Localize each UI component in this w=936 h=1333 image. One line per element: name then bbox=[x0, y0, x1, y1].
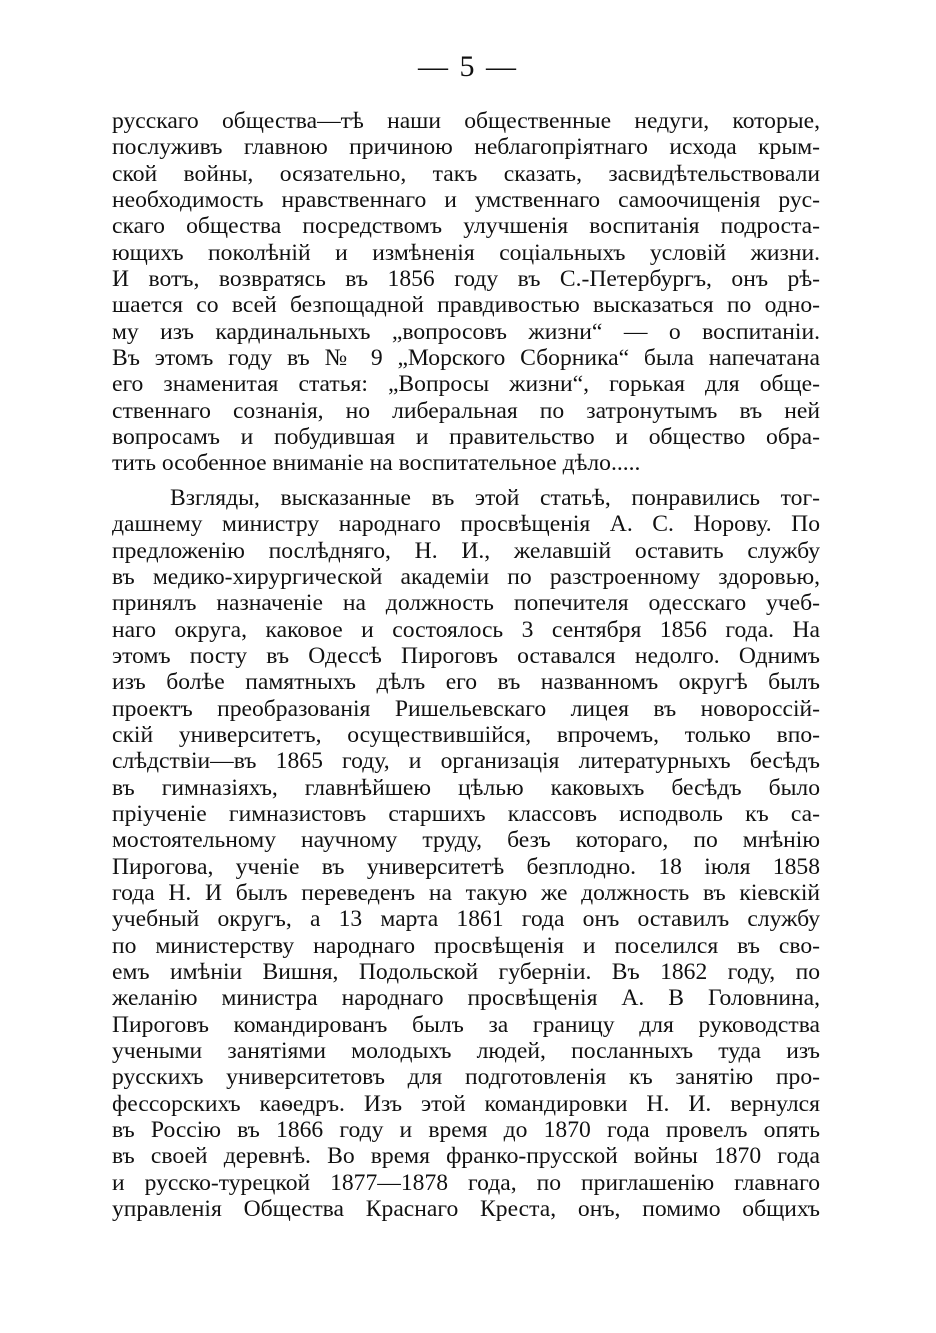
text-line: наго округа, каковое и состоялось 3 сентября 1856 года. На bbox=[112, 616, 820, 643]
text-line: скій университетъ, осуществившійся, впрочемъ, только впо- bbox=[112, 721, 820, 748]
text-line: послуживъ главною причиною неблагопріятнаго исхода крым- bbox=[112, 134, 820, 161]
text-line: управленія Общества Краснаго Креста, онъ, помимо общихъ bbox=[112, 1196, 820, 1223]
text-line: и русско-турецкой 1877—1878 года, по приглашенію главнаго bbox=[112, 1169, 820, 1196]
text-line: ской войны, осязательно, такъ сказать, засвидѣтельствовали bbox=[112, 160, 820, 187]
body-text bbox=[112, 108, 820, 1222]
text-line: фессорскихъ каѳедръ. Изъ этой командировки Н. И. вернулся bbox=[112, 1090, 820, 1117]
text-line: проектъ преобразованія Ришельевскаго лицея въ новороссій- bbox=[112, 695, 820, 722]
text-line: дашнему министру народнаго просвѣщенія А. С. Норову. По bbox=[112, 511, 820, 538]
text-line: учеными занятіями молодыхъ людей, посланныхъ туда изъ bbox=[112, 1038, 820, 1065]
text-line: въ своей деревнѣ. Во время франко-прусской войны 1870 года bbox=[112, 1143, 820, 1170]
text-line: Пирогова, ученіе въ университетѣ безплодно. 18 іюля 1858 bbox=[112, 853, 820, 880]
page-number: — 5 — bbox=[418, 50, 518, 83]
text-line: Въ этомъ году въ № 9 „Морского Сборника“ была напечатана bbox=[112, 345, 820, 372]
text-line: необходимость нравственнаго и умственнаго самоочищенія рус- bbox=[112, 187, 820, 214]
text-line: учебный округъ, а 13 марта 1861 года онъ оставилъ службу bbox=[112, 906, 820, 933]
text-line: ющихъ поколѣній и измѣненія соціальныхъ условій жизни. bbox=[112, 239, 820, 266]
text-line: изъ болѣе памятныхъ дѣлъ его въ названномъ округѣ былъ bbox=[112, 669, 820, 696]
text-line: по министерству народнаго просвѣщенія и поселился въ сво- bbox=[112, 932, 820, 959]
text-line: желанію министра народнаго просвѣщенія А. В Головнина, bbox=[112, 985, 820, 1012]
paragraph-2 bbox=[112, 485, 820, 1223]
paragraph-gap bbox=[112, 477, 820, 485]
text-line: ственнаго сознанія, но либеральная по затронутымъ въ ней bbox=[112, 397, 820, 424]
text-line: пріученіе гимназистовъ старшихъ классовъ исподволь къ са- bbox=[112, 800, 820, 827]
text-line: русскаго общества—тѣ наши общественные недуги, которые, bbox=[112, 108, 820, 134]
text-line: въ Россію въ 1866 году и время до 1870 года провелъ опять bbox=[112, 1117, 820, 1144]
text-line: мостоятельному научному труду, безъ котораго, по мнѣнію bbox=[112, 827, 820, 854]
text-line: этомъ посту въ Одессѣ Пироговъ оставался недолго. Однимъ bbox=[112, 642, 820, 669]
text-line: его знаменитая статья: „Вопросы жизни“, горькая для обще- bbox=[112, 371, 820, 398]
text-line: тить особенное вниманіе на воспитательное дѣло..... bbox=[112, 450, 641, 477]
text-line: года Н. И былъ переведенъ на такую же должность въ кіевскій bbox=[112, 879, 820, 906]
text-line: слѣдствіи—въ 1865 году, и организація литературныхъ бесѣдъ bbox=[112, 748, 820, 775]
text-line: И вотъ, возвратясь въ 1856 году въ С.-Петербургъ, онъ рѣ- bbox=[112, 266, 820, 293]
text-line: въ гимназіяхъ, главнѣйшею цѣлью каковыхъ бесѣдъ было bbox=[112, 774, 820, 801]
text-line: Пироговъ командированъ былъ за границу для руководства bbox=[112, 1011, 820, 1038]
text-line: русскихъ университетовъ для подготовленія къ занятію про- bbox=[112, 1064, 820, 1091]
text-line: му изъ кардинальныхъ „вопросовъ жизни“ — о воспитаніи. bbox=[112, 318, 820, 345]
text-line: принялъ назначеніе на должность попечителя одесскаго учеб- bbox=[112, 590, 820, 617]
text-line: вопросамъ и побудившая и правительство и общество обра- bbox=[112, 424, 820, 451]
text-line: шается со всей безпощадной правдивостью высказаться по одно- bbox=[112, 292, 820, 319]
text-line: въ медико-хирургической академіи по разстроенному здоровью, bbox=[112, 563, 820, 590]
text-line: предложенію послѣдняго, Н. И., желавшій оставить службу bbox=[112, 537, 820, 564]
text-line: скаго общества посредствомъ улучшенія воспитанія подроста- bbox=[112, 213, 820, 240]
paragraph-1 bbox=[112, 108, 820, 477]
text-line: емъ имѣніи Вишня, Подольской губерніи. Въ 1862 году, по bbox=[112, 959, 820, 985]
text-line: Взгляды, высказанные въ этой статьѣ, понравились тог- bbox=[170, 484, 820, 511]
